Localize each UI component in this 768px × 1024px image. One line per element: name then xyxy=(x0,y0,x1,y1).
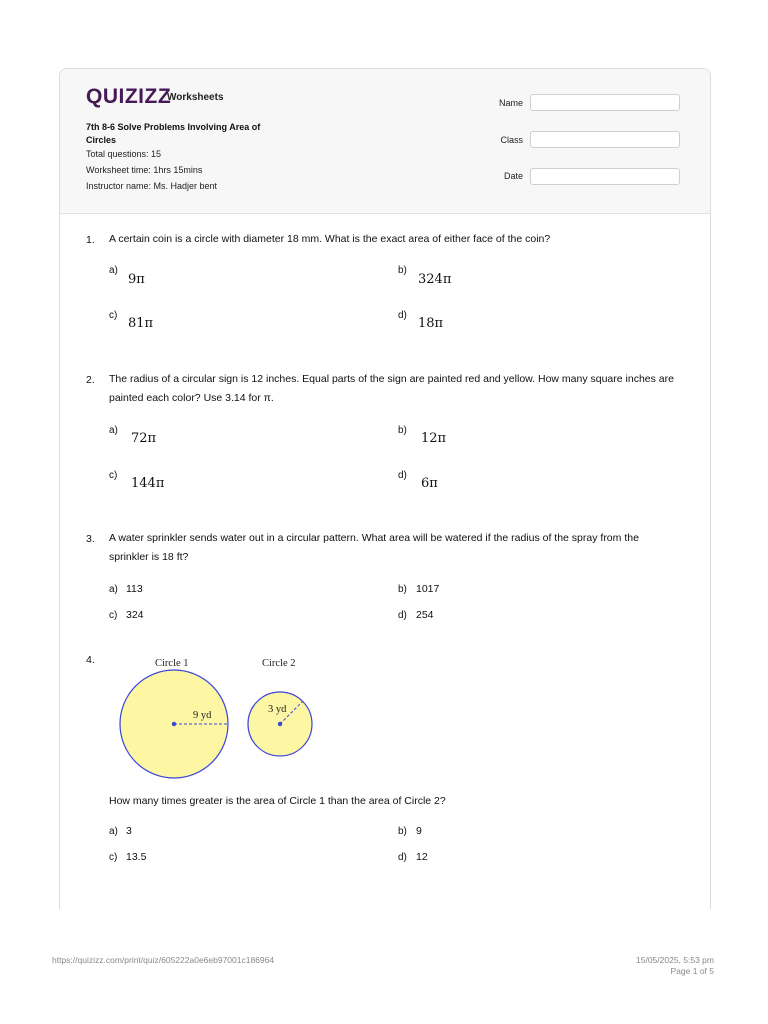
option-value[interactable]: 3 xyxy=(126,825,132,837)
option-value[interactable]: 12 xyxy=(416,851,428,863)
option-letter: a) xyxy=(109,584,118,595)
class-field[interactable] xyxy=(530,131,680,148)
option-value[interactable]: 12π xyxy=(421,431,447,446)
option-letter: d) xyxy=(398,852,407,863)
option-value[interactable]: 72π xyxy=(131,431,157,446)
circle1-label: Circle 1 xyxy=(155,658,189,669)
option-letter: c) xyxy=(109,310,118,321)
question-number: 2. xyxy=(86,374,95,386)
option-value[interactable]: 113 xyxy=(126,583,143,595)
date-field[interactable] xyxy=(530,168,680,185)
instructor-name: Instructor name: Ms. Hadjer bent xyxy=(86,181,218,191)
worksheet-title: 7th 8-6 Solve Problems Involving Area of Circles xyxy=(86,122,261,145)
question-number: 4. xyxy=(86,654,95,666)
option-value[interactable]: 324 xyxy=(126,609,144,621)
option-letter: b) xyxy=(398,826,407,837)
footer-page-number: Page 1 of 5 xyxy=(670,966,714,976)
date-label: Date xyxy=(503,171,523,181)
option-letter: c) xyxy=(109,610,118,621)
option-letter: b) xyxy=(398,584,407,595)
option-value[interactable]: 13.5 xyxy=(126,851,147,863)
option-value[interactable]: 9π xyxy=(128,272,145,287)
worksheet-header xyxy=(60,69,710,214)
option-letter: c) xyxy=(109,852,118,863)
question-number: 1. xyxy=(86,234,95,246)
total-questions: Total questions: 15 xyxy=(86,149,162,159)
option-value[interactable]: 18π xyxy=(418,316,444,331)
name-label: Name xyxy=(498,98,523,108)
option-value[interactable]: 254 xyxy=(416,609,434,621)
question-number: 3. xyxy=(86,533,95,545)
center-dot-2 xyxy=(278,722,282,726)
question-text: The radius of a circular sign is 12 inches. Equal parts of the sign are painted red and yellow. How many square inches are painted each color? Use 3.14 for π. xyxy=(109,373,674,404)
circles-figure xyxy=(115,653,325,781)
option-letter: d) xyxy=(398,310,407,321)
footer-datetime: 15/05/2025, 5:53 pm xyxy=(636,955,714,965)
option-value[interactable]: 9 xyxy=(416,825,422,837)
question-text: A water sprinkler sends water out in a circular pattern. What area will be watered if the radius of the spray from the sprinkler is 18 ft? xyxy=(109,532,639,563)
radius1-label: 9 yd xyxy=(193,710,212,721)
radius2-label: 3 yd xyxy=(268,704,287,715)
option-letter: a) xyxy=(109,826,118,837)
option-value[interactable]: 81π xyxy=(128,316,154,331)
option-letter: d) xyxy=(398,610,407,621)
center-dot-1 xyxy=(172,722,176,726)
worksheet-time: Worksheet time: 1hrs 15mins xyxy=(86,165,203,175)
option-letter: a) xyxy=(109,265,118,276)
name-field[interactable] xyxy=(530,94,680,111)
question-text: A certain coin is a circle with diameter 18 mm. What is the exact area of either face of the coin? xyxy=(109,233,551,245)
option-value[interactable]: 6π xyxy=(421,476,438,491)
option-value[interactable]: 144π xyxy=(131,476,165,491)
worksheet-page xyxy=(59,68,711,909)
option-value[interactable]: 324π xyxy=(418,272,452,287)
logo-subtitle: Worksheets xyxy=(167,92,224,103)
question-text: How many times greater is the area of Circle 1 than the area of Circle 2? xyxy=(109,795,446,807)
option-letter: c) xyxy=(109,470,118,481)
option-value[interactable]: 1017 xyxy=(416,583,440,595)
option-letter: b) xyxy=(398,265,407,276)
option-letter: d) xyxy=(398,470,407,481)
quizizz-logo: QUIZIZZ xyxy=(86,85,172,108)
option-letter: b) xyxy=(398,425,407,436)
option-letter: a) xyxy=(109,425,118,436)
circle2-label: Circle 2 xyxy=(262,658,296,669)
footer-url: https://quizizz.com/print/quiz/605222a0e6eb97001c186964 xyxy=(52,955,275,965)
class-label: Class xyxy=(500,135,523,145)
